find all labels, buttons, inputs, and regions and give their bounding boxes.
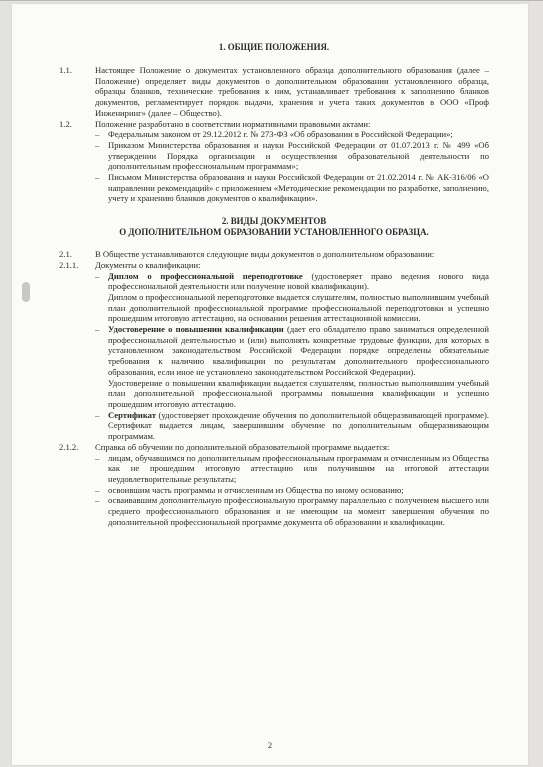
dash-marker: – bbox=[95, 139, 100, 150]
list-item bbox=[59, 172, 489, 204]
dash-marker: – bbox=[95, 172, 100, 183]
dash-marker: – bbox=[95, 270, 100, 281]
dash-marker: – bbox=[95, 452, 100, 463]
list-item bbox=[59, 324, 489, 378]
paragraph-number: 1.1. bbox=[59, 65, 72, 75]
list-item-text bbox=[108, 271, 489, 292]
paragraph-number: 1.2. bbox=[59, 118, 72, 129]
list-item-text: Приказом Министерства образования и науки Российской Федерации от 01.07.2013 г. № 499 «Об утверждении Порядка организации и осуществления образовательной деятельности по дополнительным профессиональным программам»; bbox=[108, 139, 489, 172]
list-item-text bbox=[108, 324, 489, 378]
list-item bbox=[59, 453, 489, 485]
dash-marker: – bbox=[95, 324, 100, 335]
list-item-continuation: Удостоверение о повышении квалификации выдается слушателям, полностью выполнившим учебный план дополнительной профессиональной программы повышения квалификации и успешно прошедшим итоговую аттестацию. bbox=[108, 377, 489, 409]
page-content bbox=[59, 42, 489, 527]
list-item-text: Письмом Министерства образования и науки Российской Федерации от 21.02.2014 г. № АК-316/06 «О направлении рекомендаций» с приложением «Методические рекомендации по разработке, заполнению, учету и хранению бланков документов о квалификации». bbox=[108, 172, 489, 204]
document-description: (дает его обладателю право заниматься определенной профессиональной деятельностью и (или) выполнять конкретные трудовые функции, для которых в установленном законодательством Российской Федерации порядке определены обязательные требования к наличию квалификации по результатам дополнительного профессионального образования, если иное не установлено законодательством Российской Федерации). bbox=[108, 324, 489, 377]
paragraph-text: Положение разработано в соответствии нормативными правовыми актами: bbox=[95, 118, 371, 129]
paragraph-2-1-1 bbox=[59, 260, 489, 271]
list-item-continuation: Диплом о профессиональной переподготовке выдается слушателям, полностью выполнившим учебный план дополнительной профессиональной программе профессиональной переподготовки и успешно прошедшим итоговую аттестацию, на основании решения аттестационной комиссии. bbox=[108, 291, 489, 324]
list-item-text bbox=[108, 410, 489, 442]
section1-title: 1. ОБЩИЕ ПОЛОЖЕНИЯ. bbox=[218, 42, 330, 52]
list-item bbox=[59, 410, 489, 442]
top-border bbox=[0, 0, 543, 1]
document-type-name: Удостоверение о повышении квалификации bbox=[108, 324, 284, 335]
list-item bbox=[59, 140, 489, 172]
paragraph-2-1 bbox=[59, 249, 489, 260]
paragraph-text: Справка об обучении по дополнительной образовательной программе выдается: bbox=[95, 441, 390, 452]
paragraph-number: 2.1.2. bbox=[59, 441, 79, 452]
list-item-text: Федеральным законом от 29.12.2012 г. № 273-ФЗ «Об образовании в Российской Федерации»; bbox=[108, 129, 453, 140]
paragraph-number: 2.1. bbox=[59, 249, 72, 260]
list-item bbox=[59, 495, 489, 527]
paragraph-1-1 bbox=[59, 65, 489, 119]
document-type-name: Сертификат bbox=[108, 409, 156, 420]
dash-marker: – bbox=[95, 409, 100, 420]
paragraph-text: В Обществе устанавливаются следующие виды документов о дополнительном образовании: bbox=[95, 249, 435, 260]
page-number: 2 bbox=[267, 740, 273, 750]
section2-subtitle: О ДОПОЛНИТЕЛЬНОМ ОБРАЗОВАНИИ УСТАНОВЛЕННОГО ОБРАЗЦА. bbox=[119, 227, 429, 238]
paragraph-number: 2.1.1. bbox=[59, 259, 79, 270]
paragraph-text: Настоящее Положение о документах установленного образца дополнительного образования (далее – Положение) определяет виды документов о дополнительном образовании установленного образца, образцы бланков, технические требования к ним, устанавливает требования к заполнению бланков документов, регламентирует порядок выдачи, хранения и учета таких документов в ООО «Проф Инжениринг» (далее – Общество). bbox=[95, 65, 489, 118]
document-description: (удостоверяет право ведения нового вида профессиональной деятельности или получение новой квалификации). bbox=[108, 270, 489, 292]
document-description: (удостоверяет прохождение обучения по дополнительной общеразвивающей программе). Сертификат выдается лицам, завершившим обучение по дополнительным общеразвивающим программам. bbox=[108, 409, 489, 442]
list-item bbox=[59, 129, 489, 140]
dash-marker: – bbox=[95, 484, 100, 495]
list-item bbox=[59, 271, 489, 292]
list-item bbox=[59, 485, 489, 496]
list-item-text: освоившим часть программы и отчисленным из Общества по иному основанию; bbox=[108, 484, 404, 495]
document-type-name: Диплом о профессиональной переподготовке bbox=[108, 270, 303, 281]
list-item-text: лицам, обучавшимся по дополнительным профессиональным программам и отчисленным из Общества как не прошедшим итоговую аттестацию или получившим на итоговой аттестации неудовлетворительные результаты; bbox=[108, 452, 489, 484]
dash-marker: – bbox=[95, 495, 100, 506]
paragraph-2-1-2 bbox=[59, 442, 489, 453]
section2-title: 2. ВИДЫ ДОКУМЕНТОВ bbox=[221, 216, 327, 227]
dash-marker: – bbox=[95, 129, 100, 140]
document-page bbox=[12, 4, 528, 765]
paragraph-1-2 bbox=[59, 119, 489, 130]
list-item-text: осваивавшим дополнительную профессиональную программу параллельно с получением высшего или среднего профессионального образования и не имеющим на момент завершения обучения по дополнительной профессиональной программе документа об образовании и квалификации. bbox=[108, 495, 489, 527]
punch-hole-mark bbox=[22, 282, 30, 302]
paragraph-text: Документы о квалификации: bbox=[95, 259, 201, 270]
